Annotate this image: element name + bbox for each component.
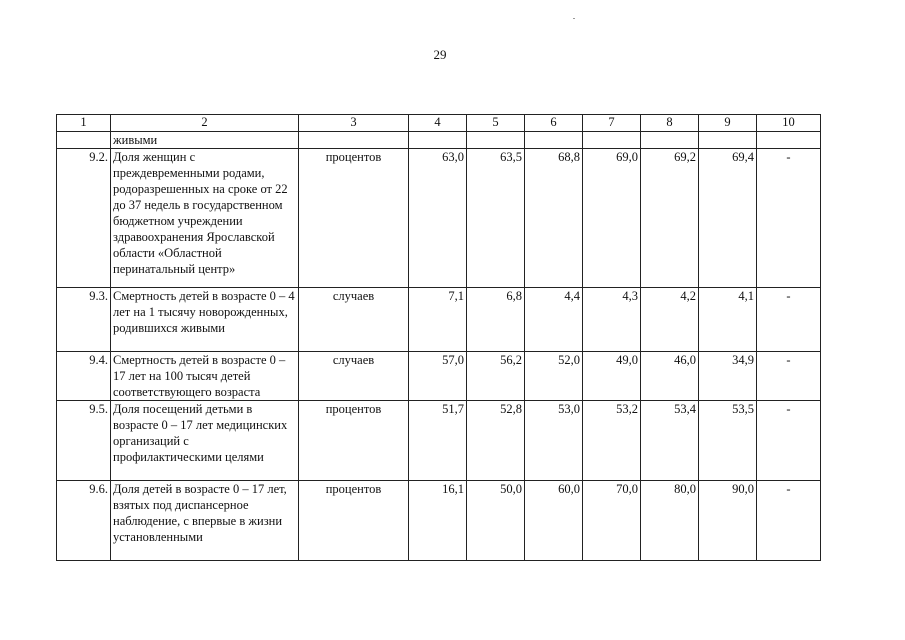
value-cell: - <box>757 481 821 561</box>
value-cell: 60,0 <box>525 481 583 561</box>
value-cell: 57,0 <box>409 352 467 401</box>
scan-dot <box>573 18 575 19</box>
value-cell: 4,2 <box>641 288 699 352</box>
value-cell: 52,0 <box>525 352 583 401</box>
unit-cell: случаев <box>299 288 409 352</box>
unit-cell: процентов <box>299 149 409 288</box>
value-cell: 69,2 <box>641 149 699 288</box>
value-cell: - <box>757 288 821 352</box>
value-cell: 7,1 <box>409 288 467 352</box>
value-cell: 90,0 <box>699 481 757 561</box>
value-cell: 6,8 <box>467 288 525 352</box>
column-header: 6 <box>525 115 583 132</box>
value-cell: 63,5 <box>467 149 525 288</box>
row-number-cell: 9.4. <box>57 352 111 401</box>
table-row <box>57 288 821 352</box>
value-cell: 52,8 <box>467 401 525 481</box>
value-cell: - <box>757 149 821 288</box>
table-row <box>57 481 821 561</box>
value-cell: 49,0 <box>583 352 641 401</box>
value-cell: 51,7 <box>409 401 467 481</box>
value-cell: 56,2 <box>467 352 525 401</box>
indicator-name-cell: Смертность детей в возрасте 0 – 17 лет на 100 тысяч детей соответствующего возраста <box>111 352 299 401</box>
table-row <box>57 149 821 288</box>
value-cell <box>699 132 757 149</box>
column-header: 10 <box>757 115 821 132</box>
value-cell: 34,9 <box>699 352 757 401</box>
page-number: 29 <box>433 47 447 62</box>
value-cell <box>409 132 467 149</box>
value-cell: 68,8 <box>525 149 583 288</box>
value-cell: 46,0 <box>641 352 699 401</box>
column-header: 2 <box>111 115 299 132</box>
value-cell: 70,0 <box>583 481 641 561</box>
value-cell: 80,0 <box>641 481 699 561</box>
value-cell: 16,1 <box>409 481 467 561</box>
column-header: 4 <box>409 115 467 132</box>
value-cell: 4,3 <box>583 288 641 352</box>
value-cell <box>525 132 583 149</box>
value-cell <box>757 132 821 149</box>
indicator-name-cell: Доля детей в возрасте 0 – 17 лет, взятых под диспансерное наблюдение, с впервые в жизни установленными <box>111 481 299 561</box>
value-cell: 69,4 <box>699 149 757 288</box>
value-cell: 53,4 <box>641 401 699 481</box>
unit-cell: процентов <box>299 481 409 561</box>
value-cell <box>583 132 641 149</box>
table-row <box>57 352 821 401</box>
indicator-name-cell: Доля женщин с преждевременными родами, родоразрешенных на сроке от 22 до 37 недель в государственном бюджетном учреждении здравоохранения Ярославской области «Областной перинатальный центр» <box>111 149 299 288</box>
column-header: 7 <box>583 115 641 132</box>
value-cell: - <box>757 352 821 401</box>
row-number-cell: 9.5. <box>57 401 111 481</box>
row-number-cell: 9.6. <box>57 481 111 561</box>
table-row <box>57 401 821 481</box>
row-number-cell: 9.2. <box>57 149 111 288</box>
unit-cell <box>299 132 409 149</box>
indicator-name-cell: Смертность детей в возрасте 0 – 4 лет на 1 тысячу новорожденных, родившихся живыми <box>111 288 299 352</box>
indicator-name-cell: живыми <box>111 132 299 149</box>
value-cell: 63,0 <box>409 149 467 288</box>
indicators-table <box>56 114 821 561</box>
value-cell: - <box>757 401 821 481</box>
column-header: 8 <box>641 115 699 132</box>
indicator-name-cell: Доля посещений детьми в возрасте 0 – 17 лет медицинских организаций с профилактическими целями <box>111 401 299 481</box>
row-number-cell <box>57 132 111 149</box>
column-header: 1 <box>57 115 111 132</box>
column-header: 5 <box>467 115 525 132</box>
value-cell: 53,0 <box>525 401 583 481</box>
table-row <box>57 132 821 149</box>
value-cell <box>467 132 525 149</box>
value-cell: 4,4 <box>525 288 583 352</box>
unit-cell: процентов <box>299 401 409 481</box>
value-cell: 69,0 <box>583 149 641 288</box>
column-header: 9 <box>699 115 757 132</box>
row-number-cell: 9.3. <box>57 288 111 352</box>
column-number-row <box>57 115 821 132</box>
value-cell: 50,0 <box>467 481 525 561</box>
value-cell: 4,1 <box>699 288 757 352</box>
unit-cell: случаев <box>299 352 409 401</box>
column-header: 3 <box>299 115 409 132</box>
value-cell: 53,5 <box>699 401 757 481</box>
value-cell <box>641 132 699 149</box>
value-cell: 53,2 <box>583 401 641 481</box>
